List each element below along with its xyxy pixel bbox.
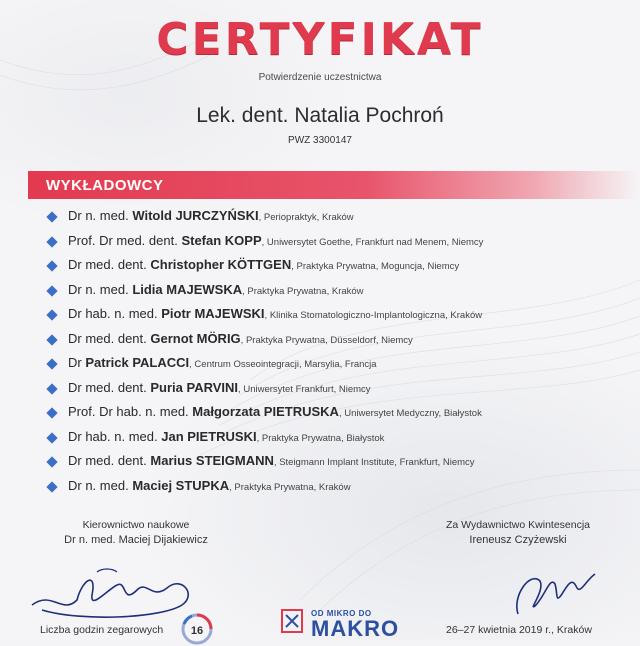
diamond-bullet-icon — [46, 236, 57, 247]
lecturer-affiliation: Uniwersytet Frankfurt, Niemcy — [243, 383, 371, 395]
diamond-bullet-icon — [46, 285, 57, 296]
section-banner — [28, 171, 640, 199]
lecturer-title: Dr hab. n. med. — [68, 306, 158, 321]
hours-value: 16 — [190, 625, 204, 637]
lecturer-name: Maciej STUPKA — [132, 477, 230, 493]
lecturer-item: Prof. Dr hab. n. med. Małgorzata PIETRUSKA, Uniwersytet Medyczny, Białystok — [48, 404, 628, 429]
lecturer-name: Marius STEIGMANN — [150, 453, 274, 468]
event-date-place: 26–27 kwietnia 2019 r., Kraków — [446, 624, 592, 636]
lecturer-title: Prof. Dr med. dent. — [68, 232, 178, 248]
recipient-pwz-number: PWZ 3300147 — [288, 135, 352, 146]
mikro-makro-logo-icon — [281, 609, 303, 633]
lecturer-affiliation: Uniwersytet Medyczny, Białystok — [344, 408, 482, 419]
lecturer-item: Prof. Dr med. dent. Stefan KOPP, Uniwersytet Goethe, Frankfurt nad Menem, Niemcy — [48, 233, 628, 258]
lecturer-name: Stefan KOPP — [181, 232, 262, 248]
lecturer-item: Dr med. dent. Puria PARVINI, Uniwersytet Frankfurt, Niemcy — [48, 380, 628, 405]
lecturer-name: Patrick PALACCI — [85, 355, 190, 370]
lecturer-title: Dr — [68, 355, 82, 370]
hours-label: Liczba godzin zegarowych — [40, 624, 164, 636]
publisher-representative-block — [418, 518, 618, 548]
lecturer-name: Christopher KÖTTGEN — [150, 257, 292, 272]
lecturer-item: Dr med. dent. Christopher KÖTTGEN, Praktyka Prywatna, Moguncja, Niemcy — [48, 257, 628, 282]
lecturer-title: Dr hab. n. med. — [68, 428, 158, 444]
diamond-bullet-icon — [46, 407, 57, 418]
diamond-bullet-icon — [46, 383, 57, 394]
diamond-bullet-icon — [46, 334, 57, 345]
lecturer-item: Dr Patrick PALACCI, Centrum Osseointegracji, Marsylia, Francja — [48, 355, 628, 380]
signatory-role: Kierownictwo naukowe — [82, 519, 190, 531]
certificate-subtitle: Potwierdzenie uczestnictwa — [258, 72, 382, 83]
lecturer-title: Dr med. dent. — [68, 257, 147, 272]
lecturer-name: Małgorzata PIETRUSKA — [192, 404, 339, 419]
lecturer-name: Witold JURCZYŃSKI — [132, 208, 259, 223]
lecturer-name: Gernot MÖRIG — [150, 330, 241, 346]
lecturer-affiliation: Centrum Osseointegracji, Marsylia, Francja — [194, 359, 377, 370]
lecturer-item: Dr hab. n. med. Jan PIETRUSKI, Praktyka Prywatna, Białystok — [48, 429, 628, 454]
diamond-bullet-icon — [46, 358, 57, 369]
lecturer-item: Dr med. dent. Marius STEIGMANN, Steigmann Implant Institute, Frankfurt, Niemcy — [48, 453, 628, 478]
certificate-title: CERTYFIKAT — [156, 14, 484, 65]
recipient-name: Lek. dent. Natalia Pochroń — [196, 104, 444, 127]
lecturer-item: Dr n. med. Maciej STUPKA, Praktyka Prywatna, Kraków — [48, 478, 628, 503]
signatory-name: Ireneusz Czyżewski — [469, 534, 567, 546]
lecturer-name: Puria PARVINI — [150, 379, 239, 395]
lecturer-name: Lidia MAJEWSKA — [132, 281, 243, 297]
handwritten-signature-right — [500, 556, 610, 626]
lecturer-title: Prof. Dr hab. n. med. — [68, 404, 189, 419]
lecturer-affiliation: Praktyka Prywatna, Kraków — [234, 481, 351, 493]
diamond-bullet-icon — [46, 211, 57, 222]
lecturer-affiliation: Uniwersytet Goethe, Frankfurt nad Menem, Niemcy — [266, 236, 484, 248]
lecturer-affiliation: Praktyka Prywatna, Kraków — [247, 285, 364, 297]
lecturer-item: Dr hab. n. med. Piotr MAJEWSKI, Klinika Stomatologiczno-Implantologiczna, Kraków — [48, 306, 628, 331]
diamond-bullet-icon — [46, 456, 57, 467]
lecturer-item: Dr n. med. Witold JURCZYŃSKI, Periopraktyk, Kraków — [48, 208, 628, 233]
diamond-bullet-icon — [46, 481, 57, 492]
lecturer-name: Jan PIETRUSKI — [161, 428, 257, 444]
signatory-role: Za Wydawnictwo Kwintesencja — [445, 519, 591, 531]
lecturer-list — [48, 208, 628, 502]
lecturer-item: Dr n. med. Lidia MAJEWSKA, Praktyka Prywatna, Kraków — [48, 282, 628, 307]
lecturer-name: Piotr MAJEWSKI — [161, 306, 265, 321]
lecturer-title: Dr n. med. — [68, 281, 129, 297]
diamond-bullet-icon — [46, 260, 57, 271]
diamond-bullet-icon — [46, 432, 57, 443]
lecturer-title: Dr med. dent. — [68, 330, 147, 346]
lecturer-title: Dr med. dent. — [68, 379, 147, 395]
lecturer-affiliation: Klinika Stomatologiczno-Implantologiczna, Kraków — [269, 310, 483, 321]
logo-wordmark: MAKRO — [311, 616, 400, 641]
lecturer-title: Dr med. dent. — [68, 453, 147, 468]
section-label: WYKŁADOWCY — [46, 177, 164, 194]
lecturer-title: Dr n. med. — [68, 477, 129, 493]
lecturer-affiliation: Praktyka Prywatna, Düsseldorf, Niemcy — [245, 334, 413, 346]
logo-tagline: OD MIKRO DO — [311, 609, 372, 618]
lecturer-affiliation: Periopraktyk, Kraków — [263, 212, 354, 223]
diamond-bullet-icon — [46, 309, 57, 320]
lecturer-affiliation: Steigmann Implant Institute, Frankfurt, Niemcy — [279, 457, 475, 468]
lecturer-affiliation: Praktyka Prywatna, Moguncja, Niemcy — [296, 261, 460, 272]
lecturer-item: Dr med. dent. Gernot MÖRIG, Praktyka Prywatna, Düsseldorf, Niemcy — [48, 331, 628, 356]
lecturer-affiliation: Praktyka Prywatna, Białystok — [261, 432, 385, 444]
signatory-name: Dr n. med. Maciej Dijakiewicz — [64, 534, 208, 546]
scientific-director-block — [36, 518, 236, 548]
lecturer-title: Dr n. med. — [68, 208, 129, 223]
